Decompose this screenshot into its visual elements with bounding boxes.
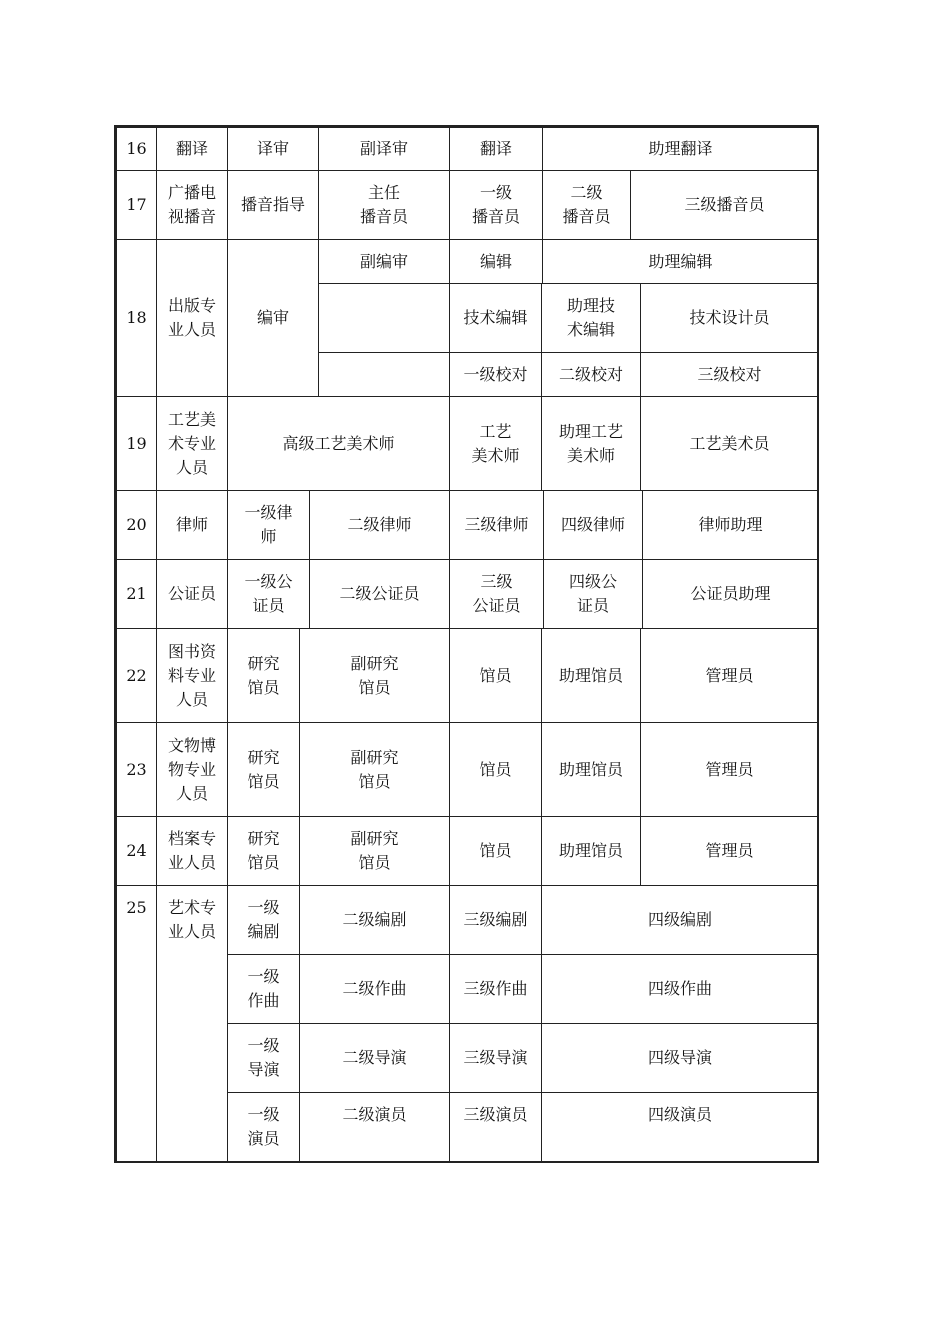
level-cell: 研究 馆员 bbox=[227, 628, 300, 723]
empty-cell bbox=[318, 352, 450, 397]
level-cell: 馆员 bbox=[449, 722, 542, 817]
category-cell: 律师 bbox=[156, 490, 228, 560]
level-cell: 一级校对 bbox=[449, 352, 542, 397]
row-number-cell: 24 bbox=[116, 816, 157, 886]
row-number-cell: 17 bbox=[116, 170, 157, 240]
level-cell: 二级演员 bbox=[299, 1092, 450, 1162]
level-cell: 四级律师 bbox=[543, 490, 643, 560]
level-cell: 一级律 师 bbox=[227, 490, 310, 560]
category-cell: 公证员 bbox=[156, 559, 228, 629]
level-cell: 一级 演员 bbox=[227, 1092, 300, 1162]
level-cell: 一级 导演 bbox=[227, 1023, 300, 1093]
level-cell: 四级导演 bbox=[541, 1023, 819, 1093]
level-cell: 二级作曲 bbox=[299, 954, 450, 1024]
level-cell: 技术设计员 bbox=[640, 283, 819, 353]
level-cell: 助理技 术编辑 bbox=[541, 283, 641, 353]
level-cell: 高级工艺美术师 bbox=[227, 396, 450, 491]
level-cell: 律师助理 bbox=[642, 490, 819, 560]
level-cell: 馆员 bbox=[449, 816, 542, 886]
level-cell: 三级校对 bbox=[640, 352, 819, 397]
level-cell: 公证员助理 bbox=[642, 559, 819, 629]
level-cell: 副编审 bbox=[318, 239, 450, 284]
level-cell: 馆员 bbox=[449, 628, 542, 723]
level-cell: 三级编剧 bbox=[449, 885, 542, 955]
level-cell: 主任 播音员 bbox=[318, 170, 450, 240]
level-cell: 技术编辑 bbox=[449, 283, 542, 353]
level-cell: 三级演员 bbox=[449, 1092, 542, 1162]
level-cell: 助理馆员 bbox=[541, 816, 641, 886]
level-cell: 副研究 馆员 bbox=[299, 722, 450, 817]
empty-cell bbox=[318, 283, 450, 353]
row-number-cell: 18 bbox=[116, 239, 157, 397]
level-cell: 一级 作曲 bbox=[227, 954, 300, 1024]
level-cell: 播音指导 bbox=[227, 170, 319, 240]
row-number-cell: 20 bbox=[116, 490, 157, 560]
level-cell: 二级公证员 bbox=[309, 559, 450, 629]
level-cell: 副译审 bbox=[318, 127, 450, 171]
level-cell: 二级导演 bbox=[299, 1023, 450, 1093]
level-cell: 管理员 bbox=[640, 628, 819, 723]
row-number-cell: 23 bbox=[116, 722, 157, 817]
row-number-cell: 25 bbox=[116, 885, 157, 1162]
level-cell: 助理馆员 bbox=[541, 628, 641, 723]
category-cell: 广播电 视播音 bbox=[156, 170, 228, 240]
level-cell: 二级律师 bbox=[309, 490, 450, 560]
level-cell: 四级编剧 bbox=[541, 885, 819, 955]
level-cell: 二级 播音员 bbox=[542, 170, 631, 240]
level-cell: 助理翻译 bbox=[542, 127, 819, 171]
level-cell: 副研究 馆员 bbox=[299, 628, 450, 723]
row-number-cell: 19 bbox=[116, 396, 157, 491]
category-cell: 翻译 bbox=[156, 127, 228, 171]
category-cell: 档案专 业人员 bbox=[156, 816, 228, 886]
level-cell: 三级作曲 bbox=[449, 954, 542, 1024]
row-number-cell: 16 bbox=[116, 127, 157, 171]
level-cell: 一级公 证员 bbox=[227, 559, 310, 629]
level-cell: 助理馆员 bbox=[541, 722, 641, 817]
level-cell: 工艺美术员 bbox=[640, 396, 819, 491]
row-number-cell: 21 bbox=[116, 559, 157, 629]
level-cell: 一级 播音员 bbox=[449, 170, 543, 240]
level-cell: 助理编辑 bbox=[542, 239, 819, 284]
row-number-cell: 22 bbox=[116, 628, 157, 723]
category-cell: 出版专 业人员 bbox=[156, 239, 228, 397]
level-cell: 研究 馆员 bbox=[227, 816, 300, 886]
level-cell: 三级律师 bbox=[449, 490, 544, 560]
level-cell: 三级播音员 bbox=[630, 170, 819, 240]
level-cell: 编辑 bbox=[449, 239, 543, 284]
level-cell: 四级演员 bbox=[541, 1092, 819, 1162]
level-cell: 一级 编剧 bbox=[227, 885, 300, 955]
level-cell: 四级作曲 bbox=[541, 954, 819, 1024]
category-cell: 文物博 物专业 人员 bbox=[156, 722, 228, 817]
level-cell: 翻译 bbox=[449, 127, 543, 171]
category-cell: 工艺美 术专业 人员 bbox=[156, 396, 228, 491]
level-cell: 副研究 馆员 bbox=[299, 816, 450, 886]
level-cell: 工艺 美术师 bbox=[449, 396, 542, 491]
level-cell: 译审 bbox=[227, 127, 319, 171]
category-cell: 艺术专 业人员 bbox=[156, 885, 228, 1162]
level-cell: 管理员 bbox=[640, 816, 819, 886]
level-cell: 管理员 bbox=[640, 722, 819, 817]
level-cell: 四级公 证员 bbox=[543, 559, 643, 629]
level-cell: 编审 bbox=[227, 239, 319, 397]
level-cell: 三级 公证员 bbox=[449, 559, 544, 629]
level-cell: 助理工艺 美术师 bbox=[541, 396, 641, 491]
level-cell: 二级校对 bbox=[541, 352, 641, 397]
category-cell: 图书资 料专业 人员 bbox=[156, 628, 228, 723]
level-cell: 研究 馆员 bbox=[227, 722, 300, 817]
level-cell: 三级导演 bbox=[449, 1023, 542, 1093]
level-cell: 二级编剧 bbox=[299, 885, 450, 955]
